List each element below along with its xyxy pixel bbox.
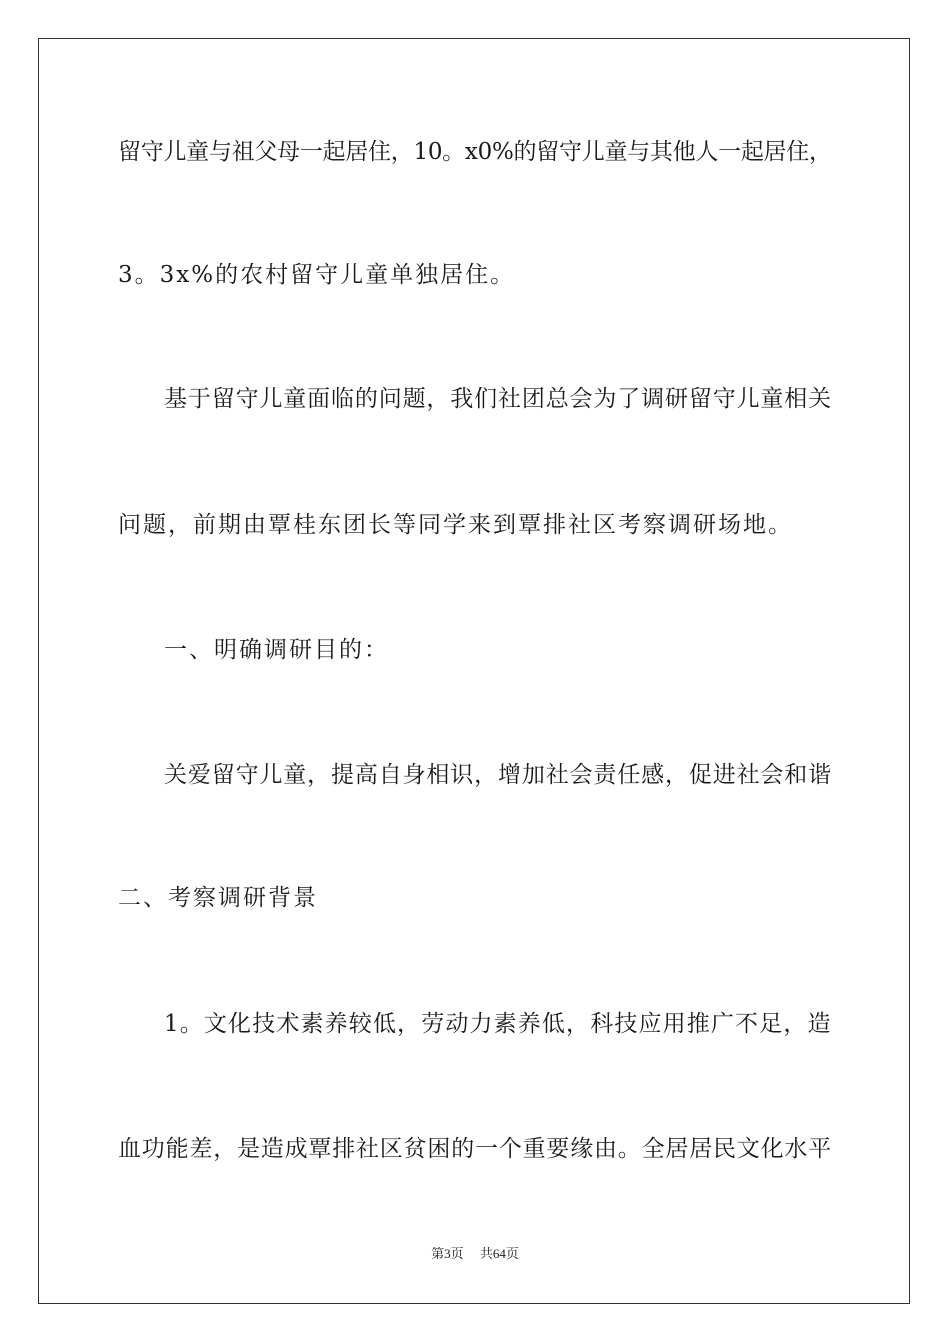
section-heading-2: 二、考察调研背景 [118, 885, 318, 911]
text-line-4: 问题，前期由覃桂东团长等同学来到覃排社区考察调研场地。 [118, 512, 793, 538]
text-line-9: 血功能差，是造成覃排社区贫困的一个重要缘由。全居居民文化水平 [118, 1136, 832, 1162]
page-border [38, 38, 910, 1304]
page-number-footer: 第3页 共64页 [431, 1246, 519, 1261]
text-line-2: 3。3x%的农村留守儿童单独居住。 [118, 262, 516, 288]
text-line-8: 1。文化技术素养较低，劳动力素养低，科技应用推广不足，造 [164, 1011, 832, 1037]
text-line-3: 基于留守儿童面临的问题，我们社团总会为了调研留守儿童相关 [164, 386, 832, 412]
text-line-1: 留守儿童与祖父母一起居住，10。x0%的留守儿童与其他人一起居住， [118, 139, 832, 165]
text-line-6: 关爱留守儿童，提高自身相识，增加社会责任感，促进社会和谐 [164, 762, 832, 788]
section-heading-1: 一、明确调研目的： [164, 637, 389, 663]
